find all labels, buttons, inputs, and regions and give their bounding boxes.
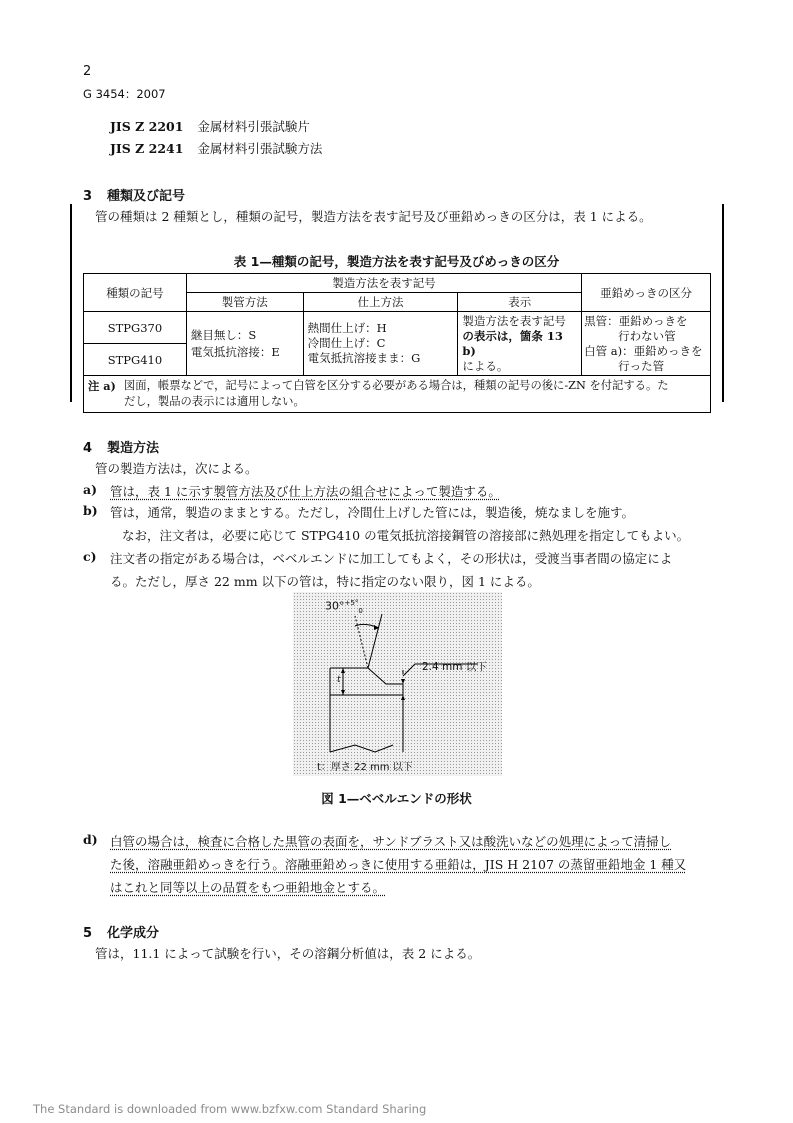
change-bar bbox=[722, 204, 724, 402]
finish-line: 電気抵抗溶接まま：G bbox=[307, 351, 421, 365]
kind-cell: STPG370 bbox=[84, 312, 187, 344]
bevel-diagram bbox=[293, 592, 502, 776]
reference-item bbox=[110, 139, 322, 157]
mfg-line: 電気抵抗溶接：E bbox=[190, 344, 280, 359]
display-line: の表示は，箇条 13 b) bbox=[462, 328, 563, 358]
item-d-line: 白管の場合は，検査に合格した黒管の表面を，サンドブラスト又は酸洗いなどの処理によって清掃し bbox=[110, 834, 672, 849]
header-zinc: 亜鉛めっきの区分 bbox=[582, 274, 711, 312]
item-c-text: 注文者の指定がある場合は，ベベルエンドに加工してもよく，その形状は，受渡当事者間の協定によ bbox=[110, 551, 673, 566]
section-4-intro: 管の製造方法は，次による。 bbox=[95, 461, 258, 476]
figure-1-caption: 図 1—ベベルエンドの形状 bbox=[321, 791, 472, 806]
reference-title: 金属材料引張試験方法 bbox=[197, 141, 323, 156]
header-finish: 仕上方法 bbox=[303, 293, 458, 312]
finish-line: 熱間仕上げ：H bbox=[307, 321, 387, 335]
display-line: による。 bbox=[462, 358, 509, 373]
section-3-heading bbox=[83, 185, 185, 204]
display-cell bbox=[458, 312, 582, 376]
section-number: 4 bbox=[83, 441, 93, 456]
table-1 bbox=[83, 273, 711, 413]
land-label: 2.4 mm 以下 bbox=[422, 661, 487, 673]
item-a-label: a) bbox=[83, 482, 98, 497]
item-b-label: b) bbox=[83, 503, 98, 518]
mfg-line: 継目無し：S bbox=[190, 327, 257, 342]
zinc-line: 行わない管 bbox=[618, 328, 676, 343]
reference-code: JIS Z 2241 bbox=[110, 141, 184, 156]
note-line: だし，製品の表示には適用しない。 bbox=[124, 395, 305, 408]
angle-value: 30° bbox=[325, 599, 345, 613]
reference-item bbox=[110, 117, 310, 135]
zinc-cell bbox=[582, 312, 711, 376]
figure-legend: t：厚さ 22 mm 以下 bbox=[317, 762, 413, 773]
finish-cell bbox=[303, 312, 458, 376]
section-title: 化学成分 bbox=[107, 926, 160, 941]
angle-tolerance-minus: 0 bbox=[358, 606, 363, 615]
table-1-caption: 表 1—種類の記号，製造方法を表す記号及びめっきの区分 bbox=[233, 254, 560, 269]
table-note bbox=[84, 376, 711, 413]
zinc-line: 黒管：亜鉛めっきを bbox=[584, 313, 688, 328]
header-display: 表示 bbox=[458, 293, 582, 312]
header-kind: 種類の記号 bbox=[84, 274, 187, 312]
item-c-label: c) bbox=[83, 549, 97, 564]
note-line: 図面，帳票などで，記号によって白管を区分する必要がある場合は，種類の記号の後に-ZN を付記する。た bbox=[124, 379, 669, 392]
standard-id: G 3454：2007 bbox=[83, 87, 166, 101]
section-title: 製造方法 bbox=[107, 441, 160, 456]
finish-line: 冷間仕上げ：C bbox=[307, 336, 386, 350]
zinc-line: 行った管 bbox=[618, 358, 665, 373]
section-title: 種類及び記号 bbox=[107, 189, 186, 204]
kind-cell: STPG410 bbox=[84, 344, 187, 376]
section-4-heading bbox=[83, 437, 159, 456]
item-b-text: 管は，通常，製造のままとする。ただし，冷間仕上げした管には，製造後，焼なましを施す。 bbox=[110, 505, 635, 520]
item-c-text-2: る。ただし，厚さ 22 mm 以下の管は，特に指定のない限り，図 1 による。 bbox=[110, 574, 540, 589]
display-line: 製造方法を表す記号 bbox=[462, 313, 566, 328]
section-5-paragraph: 管は，11.1 によって試験を行い，その溶鋼分析値は，表 2 による。 bbox=[95, 946, 481, 961]
item-a-text: 管は，表 1 に示す製管方法及び仕上方法の組合せによって製造する。 bbox=[110, 484, 501, 499]
thickness-symbol: t bbox=[337, 675, 341, 685]
page-number: 2 bbox=[83, 64, 92, 79]
item-d-line: はこれと同等以上の品質をもつ亜鉛地金とする。 bbox=[110, 880, 386, 895]
section-number: 3 bbox=[83, 189, 93, 204]
note-label: 注 a) bbox=[88, 379, 116, 393]
zinc-line: 白管 a)：亜鉛めっきを bbox=[584, 343, 703, 358]
item-d-label: d) bbox=[83, 832, 98, 847]
item-d-line: た後，溶融亜鉛めっきを行う。溶融亜鉛めっきに使用する亜鉛は，JIS H 2107 の蒸留亜鉛地金 1 種又 bbox=[110, 857, 687, 872]
mfg-cell bbox=[186, 312, 303, 376]
header-method: 製造方法を表す記号 bbox=[186, 274, 581, 293]
angle-label bbox=[325, 599, 363, 615]
footer-watermark: The Standard is downloaded from www.bzfxw.com Standard Sharing bbox=[33, 1102, 427, 1116]
item-b-text-2: なお，注文者は，必要に応じて STPG410 の電気抵抗溶接鋼管の溶接部に熱処理を指定してもよい。 bbox=[122, 528, 690, 543]
figure-1 bbox=[293, 592, 502, 776]
section-3-paragraph: 管の種類は 2 種類とし，種類の記号，製造方法を表す記号及び亜鉛めっきの区分は，表 1 による。 bbox=[95, 209, 652, 224]
change-bar bbox=[70, 204, 72, 402]
header-mfg: 製管方法 bbox=[186, 293, 303, 312]
angle-tolerance-plus: +5° bbox=[344, 599, 359, 607]
reference-code: JIS Z 2201 bbox=[110, 119, 184, 134]
section-5-heading bbox=[83, 922, 159, 941]
reference-title: 金属材料引張試験片 bbox=[197, 119, 310, 134]
section-number: 5 bbox=[83, 926, 93, 941]
